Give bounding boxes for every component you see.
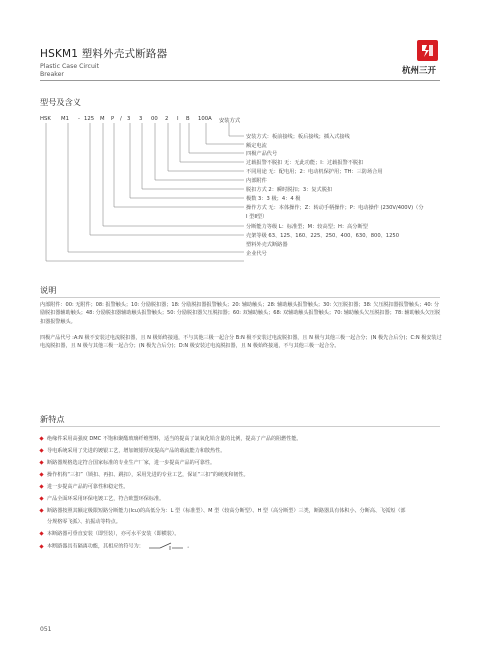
feature-item-continued: 分规格零飞弧）、抗振动等特点。 [47,519,121,525]
model-desc-line: 脱扣方式 2：瞬时脱扣；3：复式脱扣 [246,187,333,193]
model-desc-line: 四极产品代号 [246,151,278,157]
model-desc-line: 过载报警不脱扣 无：无此功能；Ⅰ：过载报警不脱扣 [246,160,364,166]
bullet-icon [39,531,43,535]
bullet-icon [39,544,43,548]
model-code-part: I [177,116,179,122]
section-heading-features: 新特点 [40,414,65,424]
model-code-part: 125 [84,116,95,122]
model-desc-line: 额定电流 [246,143,267,149]
page-subtitle-en-line2: Breaker [40,71,64,78]
model-desc-line: 塑料外壳式断路器 [246,242,288,248]
model-code-part: P [111,116,115,122]
feature-item: 进一步提高产品的可靠性和稳定性。 [40,483,129,490]
model-code-part: M1 [61,116,69,122]
model-desc-line: 分断能力等级 L：标准型；M：较高型；H：高分断型 [246,224,368,230]
features-divider [40,426,440,427]
feature-item: 断路器规格选定符合国家标准的专业生产厂家，进一步提高产品的可靠性。 [40,459,215,466]
model-code-part: 3 [139,116,143,122]
model-code-part: 00 [151,116,158,122]
bullet-icon [39,460,43,464]
feature-item: 本断路器可垂直安装（即竖装），亦可水平安装（即横装）。 [40,530,179,537]
page-subtitle-en-line1: Plastic Case Circuit [40,63,100,70]
model-desc-line: 安装方式：板前接线；板后接线；插入式接线 [246,134,350,140]
page-title: HSKM1 塑料外壳式断路器 [40,48,168,60]
feature-item: 本断路器具有隔离功能，其相应的符号为： 。 [40,542,193,550]
model-code-part: B [186,116,190,122]
model-code-part: M [100,116,105,122]
notes-paragraph-accessories: 内部附件：00: 无附件；08: 报警触头；10: 分励脱扣器；18: 分励脱扣器报警触头；20: 辅助触头；28: 辅助触头报警触头；30: 欠压脱扣器；38: 欠压脱扣器报警触头；40: 分励脱扣器辅助触头；48: 分励脱扣器辅助触头报警触头；50: 分励脱扣器欠压脱扣器；60: 双辅助触头；68: 双辅助触头报警触头；70: 辅助触头欠压脱扣器；78: 辅助触头欠压脱扣器报警触头。 [40,302,441,325]
isolation-switch-symbol-icon [148,542,184,550]
model-desc-line: 极数 3：3 极；4：4 极 [246,196,301,202]
model-desc-line: 内部附件 [246,178,267,184]
model-code-part: / [120,116,122,122]
bullet-icon [39,508,43,512]
model-desc-line: 企业代号 [246,251,267,257]
model-desc-line: 不同用途 无：配电用；2：电动机保护用；TH：三防场合用 [246,169,383,175]
model-code-part: HSK [40,116,51,122]
model-desc-line: 壳架等级 63、125、160、225、250、400、630、800、1250 [246,233,400,239]
feature-item: 断路器按照其额定极限短路分断能力(Icu)的高低分为：L 型（标准型）、M 型（较高分断型）、H 型（高分断型）三类，断路器具有体积小、分断高、飞弧短（部 [40,507,406,514]
notes-paragraph-four-pole: 四极产品代号 :A:N 极不安装过电流脱扣器，且 N 极始终接通，不与其他三极一起合分 B:N 极不安装过电流脱扣器，且 N 极与其他三极一起合分；(N 极先合后分)；C:N 极安装过电流脱扣器，且 N 极与其他三极一起合分；(N 极先合后分)；D:N 极安装过电流脱扣器，且 N 极始终接通，不与其他三极一起合分。 [40,335,442,350]
feature-item: 操作机构“三扣”（锁扣、再扣、跳扣），采用先进的专业工艺，保证“三扣”的硬度和韧性。 [40,471,249,478]
model-code-part: 2 [165,116,169,122]
model-desc-line: Ⅰ 型Ⅱ型） [246,214,268,220]
model-code-part: - [78,116,80,122]
model-code-part: 3 [127,116,131,122]
bullet-icon [39,436,43,440]
bullet-icon [39,484,43,488]
bullet-icon [39,448,43,452]
model-code-part: 100A [198,116,212,122]
section-heading-model: 型号及含义 [40,97,81,107]
bullet-icon [39,472,43,476]
model-desc-line: 操作方式 无：本体操作；Z：转动手柄操作；P：电动操作 (230V/400V)（分 [246,205,424,211]
feature-item: 导电系统采用了先进的镀银工艺，增加镀银厚度提高产品的载流能力和散热性。 [40,447,225,454]
brand-name: 杭州三开 [402,66,437,76]
feature-item: 绝缘件采用高强度 DMC 不饱和聚酯玻璃纤维塑料，适当的提高了氯氧化铅含量的比例，提高了产品的阻燃性能。 [40,435,302,442]
bullet-icon [39,496,43,500]
section-heading-notes: 说明 [40,285,57,295]
feature-item: 产品全面环采用环保电镀工艺，符合欧盟环保标准。 [40,495,164,502]
notes-divider [40,297,440,298]
page-number: 051 [40,626,52,633]
model-code-part: 安装方式 [219,118,241,124]
